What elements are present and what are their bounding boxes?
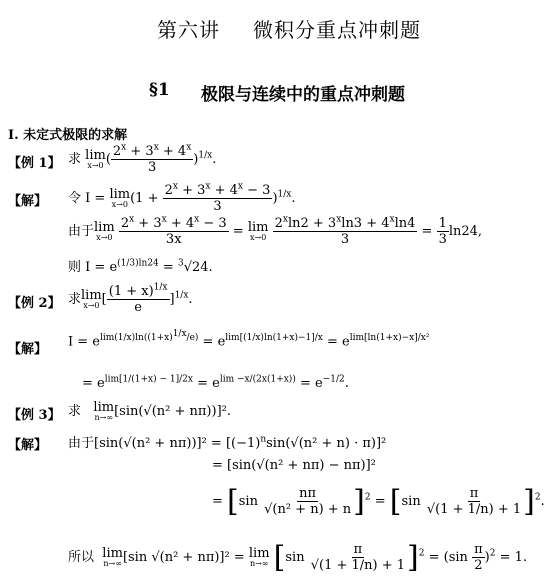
limit-operator: lim x→0 bbox=[247, 220, 269, 242]
solution-2-tag: 【解】 bbox=[8, 342, 48, 357]
solution-2-line-1: $I = e^{lim(1/x)ln((1+x)^{1/x}/e)} = e^{lim[(1/x)ln(1+x)-1]/x} = e^{lim[ln(1+x)-x]/x^2}$ bbox=[68, 329, 430, 350]
result-ln24: ln24, bbox=[448, 224, 483, 239]
limit-operator: lim x→0 bbox=[109, 187, 131, 209]
example-2-statement: 求 lim x→0 [ $\frac{(1 + x)^{1/x}}{e}$ ]$^{1/x}$. bbox=[68, 282, 193, 315]
limit-operator: lim x→0 bbox=[81, 288, 102, 310]
since-word: 由于 bbox=[68, 224, 95, 239]
solution-3-tag: 【解】 bbox=[8, 438, 48, 453]
solution-3-line-2: = [sin(√(n² + nπ) − nπ)]² bbox=[212, 458, 376, 473]
fraction: $\frac{\pi}{2}$ bbox=[474, 542, 483, 573]
example-2-prefix: 求 bbox=[68, 292, 82, 307]
solution-1-line-2: 由于 lim x→0 $\frac{2^x + 3^x + 4^x - 3}{3x}$ = lim x→0 $\frac{2^x\ln 2 + 3^x\ln 3 + 4^x\ln 4}{3}$ = $\frac{1}{3}$ ln24, bbox=[68, 214, 483, 247]
fraction: $\frac{\pi}{√(1 + 1/n) + 1}$ bbox=[310, 542, 406, 573]
solution-3-final-line: 所以 lim n→∞ [sin √(n² + nπ)]² = lim n→∞ [sin $\frac{\pi}{√(1 + 1/n) + 1}$ ]$^2$ = (sin $\frac{\pi}{2}$ )$^2$ = 1. bbox=[68, 540, 528, 575]
section-number: §1 bbox=[149, 80, 170, 100]
solution-2-line-2: = $e^{lim[1/(1+x) - 1]/2x} = e^{lim -x/(2x(1+x))} = e^{-1/2}$. bbox=[82, 374, 349, 391]
fraction: $\frac{(1 + x)^{1/x}}{e}$ bbox=[108, 282, 168, 315]
fraction: $\frac{n\pi}{\text{√(n² + n) + n}}$ bbox=[264, 486, 352, 517]
fraction: $\frac{2^x + 3^x + 4^x - 3}{3}$ bbox=[164, 181, 271, 214]
limit-operator: lim x→0 bbox=[94, 220, 115, 242]
solution-1-tag: 【解】 bbox=[8, 194, 48, 209]
example-3-tag: 【例 3】 bbox=[8, 408, 61, 423]
example-3-prefix: 求 bbox=[68, 404, 82, 419]
fraction: $\frac{2^x\ln 2 + 3^x\ln 3 + 4^x\ln 4}{3}$ bbox=[274, 214, 416, 247]
example-1-tag: 【例 1】 bbox=[8, 156, 61, 171]
solution-3-line-1: 由于$[\sin(√(n^2 + n\pi))]^2 = [(-1)^n\sin(√(n^2 + n) \cdot \pi)]^2$ bbox=[68, 434, 387, 451]
since-word: 由于 bbox=[68, 436, 95, 451]
solution-1-line-3: 则 $I = e^{(1/3)ln24} = ^3√24$. bbox=[68, 258, 213, 275]
example-1-statement: 求 lim x→0 ( $\frac{2^x + 3^x + 4^x}{3}$ )$^{1/x}$. bbox=[68, 142, 217, 175]
example-2-tag: 【例 2】 bbox=[8, 296, 61, 311]
therefore-word: 所以 bbox=[68, 550, 95, 565]
fraction: $\frac{1}{3}$ bbox=[438, 216, 447, 247]
section-title: 极限与连续中的重点冲刺题 bbox=[201, 85, 405, 105]
lecture-title: 微积分重点冲刺题 bbox=[253, 18, 421, 42]
limit-operator: lim x→0 bbox=[85, 148, 106, 170]
example-3-statement: 求 lim n→∞ [sin(√(n² + nπ))]². bbox=[68, 400, 231, 422]
fraction: $\frac{2^x + 3^x + 4^x - 3}{3x}$ bbox=[120, 214, 227, 247]
example-1-prefix: 求 bbox=[68, 152, 82, 167]
let-word: 令 bbox=[68, 191, 82, 206]
limit-operator: lim n→∞ bbox=[102, 546, 123, 568]
fraction: $\frac{\pi}{√(1 + 1/n) + 1}$ bbox=[426, 486, 522, 517]
final-result: = 1. bbox=[499, 550, 528, 565]
fraction: $\frac{2^x + 3^x + 4^x}{3}$ bbox=[112, 142, 192, 175]
solution-3-line-3: = [sin $\frac{n\pi}{\text{√(n² + n) + n}}$ ]$^2$ = [sin $\frac{\pi}{√(1 + 1/n) + 1}$ ]$^2$. bbox=[212, 484, 545, 519]
limit-operator: lim n→∞ bbox=[248, 546, 270, 568]
subsection-heading: Ⅰ. 未定式极限的求解 bbox=[8, 128, 128, 143]
solution-1-line-1: 令 I = lim x→0 (1 + $\frac{2^x + 3^x + 4^x - 3}{3}$ )$^{1/x}$. bbox=[68, 181, 296, 214]
lecture-number: 第六讲 bbox=[157, 18, 220, 42]
then-word: 则 bbox=[68, 260, 82, 275]
limit-operator: lim n→∞ bbox=[93, 400, 115, 422]
